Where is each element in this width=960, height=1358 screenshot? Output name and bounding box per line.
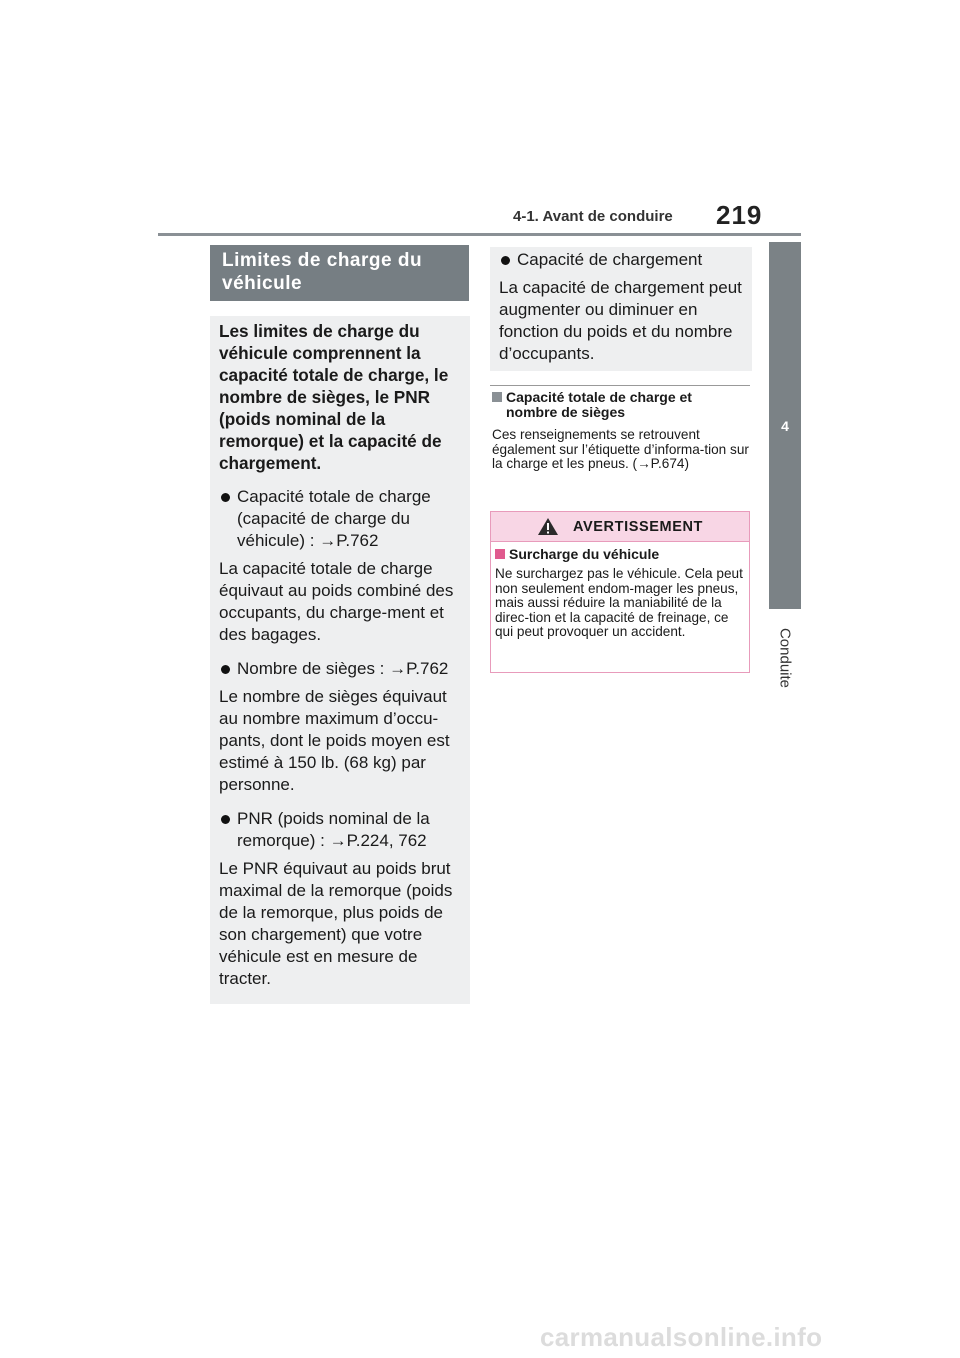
bullet-text: Nombre de sièges : →P.762 bbox=[237, 659, 449, 678]
bullet-icon bbox=[221, 493, 230, 502]
warning-subheading bbox=[491, 542, 749, 562]
item-description: La capacité totale de charge équivaut au poids combiné des occupants, du charge-ment et des bagages. bbox=[219, 559, 454, 644]
bullet-icon bbox=[501, 256, 510, 265]
intro-text: Les limites de charge du véhicule comprennent la capacité totale de charge, le nombre de sièges, le PNR (poids nominal de la remorque) et la capacité de chargement. bbox=[219, 321, 449, 473]
load-limits-panel bbox=[210, 316, 470, 1004]
list-item bbox=[219, 486, 460, 552]
warning-triangle-icon bbox=[537, 517, 559, 536]
page-number: 219 bbox=[716, 200, 763, 230]
subsection-heading-line1: Capacité totale de charge et bbox=[506, 389, 692, 405]
subsection-heading bbox=[492, 390, 752, 420]
watermark-link[interactable]: carmanualsonline.info bbox=[540, 1322, 823, 1352]
subsection-text: Ces renseignements se retrouvent également sur l’étiquette d’informa-tion sur la charge et les pneus. (→P.674) bbox=[492, 427, 749, 471]
bullet-text: Capacité de chargement bbox=[517, 250, 703, 269]
bullet-icon bbox=[221, 665, 230, 674]
warning-subheading-text: Surcharge du véhicule bbox=[509, 546, 660, 562]
warning-box bbox=[490, 511, 750, 673]
list-item bbox=[499, 249, 742, 271]
chapter-label-text: Conduite bbox=[776, 627, 794, 689]
section-title: 4-1. Avant de conduire bbox=[513, 208, 673, 225]
warning-header bbox=[491, 512, 749, 542]
section-heading-text: Limites de charge du véhicule bbox=[222, 250, 423, 294]
subsection-heading-line2: nombre de sièges bbox=[506, 404, 626, 420]
bullet-text: PNR (poids nominal de la remorque) : →P.224, 762 bbox=[237, 809, 430, 850]
item-description: La capacité de chargement peut augmenter ou diminuer en fonction du poids et du nombre d’occupants. bbox=[499, 278, 742, 363]
subsection-divider bbox=[490, 385, 750, 386]
bullet-icon bbox=[221, 815, 230, 824]
chapter-tab bbox=[769, 242, 801, 609]
chapter-label bbox=[766, 618, 804, 698]
warning-header-text: AVERTISSEMENT bbox=[573, 518, 703, 535]
bullet-text: Capacité totale de charge (capacité de charge du véhicule) : →P.762 bbox=[237, 487, 431, 550]
header-divider bbox=[158, 233, 801, 236]
item-description: Le nombre de sièges équivaut au nombre maximum d’occu-pants, dont le poids moyen est estimé à 150 lb. (68 kg) par personne. bbox=[219, 687, 450, 794]
chapter-number: 4 bbox=[781, 417, 789, 434]
square-bullet-icon bbox=[492, 392, 502, 402]
list-item bbox=[219, 808, 460, 852]
warning-text: Ne surchargez pas le véhicule. Cela peut non seulement endom-mager les pneus, mais aussi réduire la maniabilité de la direc-tion et la capacité de freinage, ce qui peut provoquer un accident. bbox=[495, 566, 743, 639]
cargo-capacity-panel bbox=[490, 247, 752, 371]
item-description: Le PNR équivaut au poids brut maximal de la remorque (poids de la remorque, plus poids de son chargement) que votre véhicule est en mesure de tracter. bbox=[219, 859, 453, 988]
list-item bbox=[219, 658, 460, 680]
square-bullet-icon bbox=[495, 549, 505, 559]
section-heading bbox=[210, 245, 469, 301]
